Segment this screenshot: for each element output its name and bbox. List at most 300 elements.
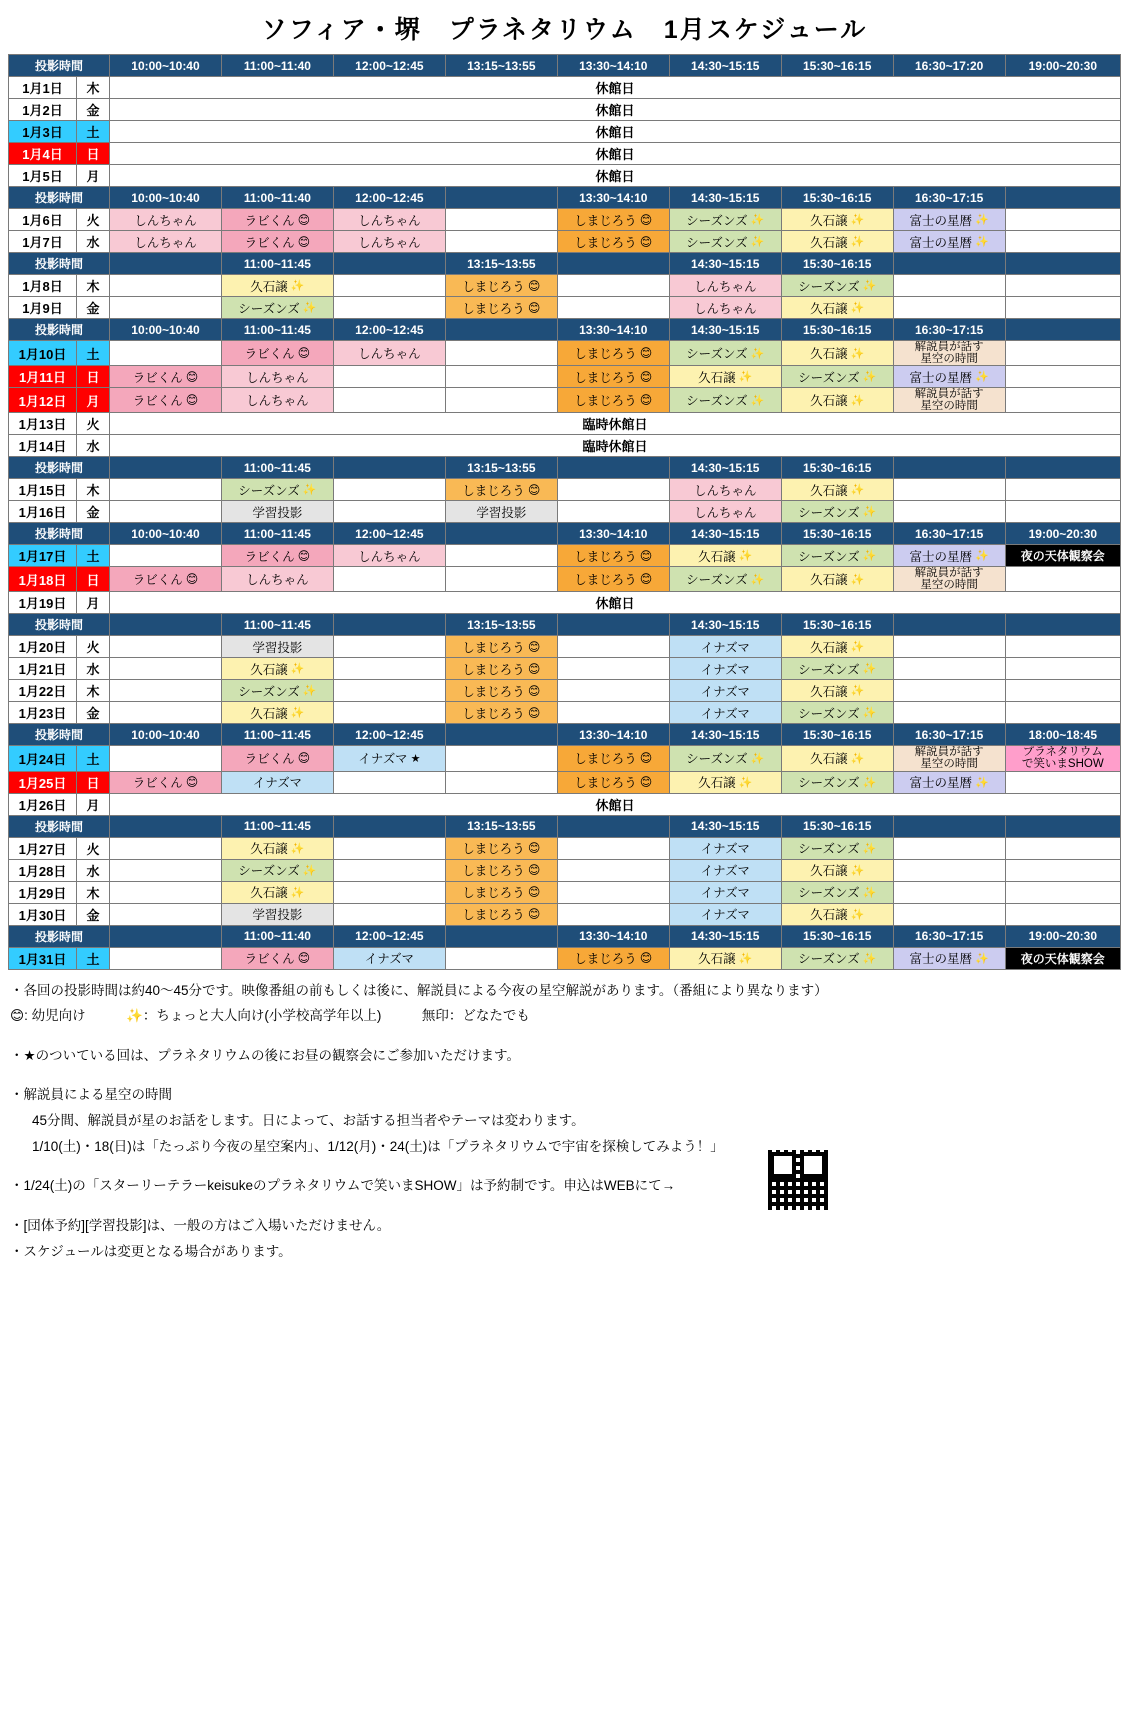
time-header-label: 投影時間	[9, 523, 110, 545]
program-label: しんちゃん	[246, 394, 309, 409]
program-cell[interactable]	[221, 275, 333, 297]
empty-cell	[1005, 903, 1120, 925]
program-cell[interactable]	[445, 859, 557, 881]
sparkle-icon: ✨	[850, 484, 865, 497]
program-cell[interactable]	[669, 341, 781, 366]
kids-icon: 😊	[297, 234, 311, 249]
program-cell[interactable]	[221, 903, 333, 925]
weekday-cell: 日	[77, 771, 110, 793]
weekday-cell: 月	[77, 165, 110, 187]
program-cell[interactable]	[221, 636, 333, 658]
program-cell[interactable]	[445, 479, 557, 501]
program-cell[interactable]	[221, 341, 333, 366]
time-header-row	[9, 614, 1121, 636]
program-cell[interactable]	[221, 771, 333, 793]
program-cell[interactable]	[221, 366, 333, 388]
date-cell: 1月28日	[9, 859, 77, 881]
program-cell[interactable]	[221, 837, 333, 859]
kids-icon: 😊	[639, 572, 653, 587]
program-cell[interactable]	[333, 341, 445, 366]
program-cell[interactable]	[333, 545, 445, 567]
schedule-row	[9, 388, 1121, 413]
empty-cell	[893, 702, 1005, 724]
program-label: イナズマ	[700, 864, 750, 878]
empty-cell	[557, 501, 669, 523]
program-cell[interactable]	[669, 479, 781, 501]
weekday-cell: 水	[77, 859, 110, 881]
program-label: しまじろう	[462, 886, 525, 900]
time-slot-header: 11:00~11:40	[221, 187, 333, 209]
time-slot-header: 15:30~16:15	[781, 614, 893, 636]
notes-section	[8, 978, 1121, 1265]
program-cell[interactable]	[221, 658, 333, 680]
program-cell[interactable]	[781, 658, 893, 680]
empty-cell	[1005, 231, 1120, 253]
date-cell: 1月8日	[9, 275, 77, 297]
date-cell: 1月21日	[9, 658, 77, 680]
program-label: ラビくん	[244, 952, 295, 966]
sparkle-icon: ✨	[862, 707, 877, 720]
program-label: しまじろう	[462, 908, 525, 922]
program-cell[interactable]	[781, 903, 893, 925]
program-cell[interactable]	[893, 209, 1005, 231]
time-slot-blank	[109, 925, 221, 947]
program-cell[interactable]	[557, 947, 669, 969]
empty-cell	[557, 479, 669, 501]
program-cell[interactable]	[557, 231, 669, 253]
program-cell[interactable]	[669, 297, 781, 319]
empty-cell	[1005, 837, 1120, 859]
program-cell[interactable]	[781, 881, 893, 903]
weekday-cell: 火	[77, 837, 110, 859]
kids-icon: 😊	[297, 951, 311, 965]
program-label: しんちゃん	[246, 573, 309, 588]
program-cell[interactable]	[781, 209, 893, 231]
program-cell[interactable]	[557, 771, 669, 793]
empty-cell	[109, 341, 221, 366]
program-cell[interactable]	[781, 341, 893, 366]
program-label: しんちゃん	[693, 301, 757, 316]
program-cell[interactable]	[557, 388, 669, 413]
program-label: しんちゃん	[246, 370, 309, 385]
program-label: 久石譲	[810, 235, 848, 250]
program-label: シーズンズ	[238, 301, 300, 316]
empty-cell	[333, 366, 445, 388]
program-cell[interactable]	[221, 567, 333, 592]
empty-cell	[1005, 479, 1120, 501]
program-label: 夜の天体観察会	[1020, 951, 1105, 966]
program-label: イナズマ	[364, 952, 414, 966]
date-cell: 1月12日	[9, 388, 77, 413]
empty-cell	[1005, 567, 1120, 592]
sparkle-icon: ✨	[850, 641, 865, 654]
time-header-row	[9, 523, 1121, 545]
program-label: 久石譲	[250, 662, 288, 677]
time-slot-header: 14:30~15:15	[669, 55, 781, 77]
kids-icon: 😊	[527, 705, 541, 720]
sparkle-icon: ✨	[290, 707, 305, 720]
program-cell[interactable]	[557, 567, 669, 592]
closed-notice: 臨時休館日	[109, 435, 1120, 457]
program-cell[interactable]	[669, 746, 781, 771]
program-cell[interactable]	[893, 366, 1005, 388]
program-cell[interactable]	[781, 388, 893, 413]
date-cell: 1月9日	[9, 297, 77, 319]
program-cell[interactable]	[221, 881, 333, 903]
time-slot-blank	[445, 925, 557, 947]
kids-icon: 😊	[639, 548, 653, 563]
program-cell[interactable]	[445, 275, 557, 297]
sparkle-icon: ✨	[738, 550, 753, 563]
program-cell[interactable]	[221, 479, 333, 501]
time-slot-header: 13:15~13:55	[445, 55, 557, 77]
program-cell[interactable]	[669, 903, 781, 925]
program-cell[interactable]	[669, 501, 781, 523]
program-cell[interactable]	[781, 702, 893, 724]
program-cell[interactable]	[781, 366, 893, 388]
kids-icon: 😊	[185, 369, 199, 384]
program-cell[interactable]	[669, 837, 781, 859]
time-slot-blank	[333, 457, 445, 479]
program-cell[interactable]	[781, 837, 893, 859]
empty-cell	[557, 636, 669, 658]
program-label: 久石譲	[810, 640, 848, 655]
empty-cell	[109, 859, 221, 881]
program-cell[interactable]	[669, 636, 781, 658]
schedule-row	[9, 99, 1121, 121]
time-slot-blank	[445, 523, 557, 545]
program-cell[interactable]	[781, 636, 893, 658]
sparkle-icon: ✨	[302, 864, 317, 877]
note-spacer-4	[10, 1199, 1121, 1213]
kids-icon: 😊	[639, 212, 653, 227]
program-label: シーズンズ	[798, 952, 860, 966]
time-slot-header: 11:00~11:45	[221, 815, 333, 837]
kids-icon: 😊	[527, 482, 541, 497]
weekday-cell: 水	[77, 435, 110, 457]
kids-icon: 😊	[297, 751, 311, 766]
program-cell[interactable]	[221, 702, 333, 724]
date-cell: 1月1日	[9, 77, 77, 99]
program-cell[interactable]	[781, 947, 893, 969]
program-cell[interactable]	[669, 545, 781, 567]
schedule-row	[9, 366, 1121, 388]
program-cell[interactable]	[893, 771, 1005, 793]
program-label: しんちゃん	[693, 279, 757, 294]
program-label: 久石譲	[810, 394, 848, 409]
sparkle-icon: ✨	[862, 842, 877, 855]
program-cell[interactable]	[557, 209, 669, 231]
program-cell[interactable]	[221, 501, 333, 523]
program-cell[interactable]	[557, 341, 669, 366]
empty-cell	[1005, 366, 1120, 388]
sparkle-icon: ✨	[850, 214, 865, 226]
kids-icon: 😊	[527, 683, 541, 698]
time-slot-blank	[109, 457, 221, 479]
time-slot-header: 15:30~16:15	[781, 724, 893, 746]
qr-code-icon[interactable]	[765, 1147, 831, 1213]
kids-icon: 😊	[527, 639, 541, 654]
program-cell[interactable]	[221, 947, 333, 969]
program-label: シーズンズ	[686, 573, 748, 588]
empty-cell	[1005, 771, 1120, 793]
program-cell[interactable]	[221, 680, 333, 702]
note-starrytime-dates: 1/10(土)・18(日)は「たっぷり今夜の星空案内」、1/12(月)・24(土)は「プラネタリウムで宇宙を探検してみよう！」	[32, 1138, 724, 1154]
program-cell[interactable]	[221, 209, 333, 231]
sparkle-icon: ✨	[850, 685, 865, 698]
note-spacer-1	[10, 1029, 1121, 1043]
time-header-row	[9, 187, 1121, 209]
program-cell[interactable]	[445, 658, 557, 680]
time-header-label: 投影時間	[9, 457, 110, 479]
weekday-cell: 火	[77, 209, 110, 231]
time-header-row	[9, 319, 1121, 341]
date-cell: 1月22日	[9, 680, 77, 702]
schedule-row	[9, 413, 1121, 435]
program-label: シーズンズ	[686, 213, 748, 228]
program-cell[interactable]	[669, 947, 781, 969]
program-label: ラビくん	[244, 752, 295, 767]
date-cell: 1月23日	[9, 702, 77, 724]
program-label: しんちゃん	[134, 235, 197, 250]
program-cell[interactable]	[333, 947, 445, 969]
program-label: ラビくん	[132, 394, 183, 409]
weekday-cell: 土	[77, 545, 110, 567]
program-cell[interactable]	[669, 859, 781, 881]
program-cell[interactable]	[669, 702, 781, 724]
program-cell[interactable]	[781, 275, 893, 297]
weekday-cell: 木	[77, 275, 110, 297]
program-cell[interactable]	[893, 567, 1005, 592]
program-cell[interactable]	[669, 771, 781, 793]
program-cell[interactable]	[669, 658, 781, 680]
program-cell[interactable]	[669, 680, 781, 702]
program-cell[interactable]	[557, 746, 669, 771]
empty-cell	[1005, 388, 1120, 413]
sparkle-icon: ✨	[850, 302, 865, 314]
empty-cell	[1005, 658, 1120, 680]
program-cell[interactable]	[445, 297, 557, 319]
program-label: 久石譲	[250, 842, 288, 856]
time-slot-blank	[893, 253, 1005, 275]
time-header-row	[9, 457, 1121, 479]
program-label: 久石譲	[810, 483, 848, 498]
kids-icon: 😊	[185, 572, 199, 587]
program-cell[interactable]	[1005, 545, 1120, 567]
note-reservation-row	[10, 1173, 1121, 1199]
empty-cell	[557, 680, 669, 702]
weekday-cell: 木	[77, 881, 110, 903]
program-cell[interactable]	[221, 231, 333, 253]
empty-cell	[333, 636, 445, 658]
empty-cell	[557, 658, 669, 680]
program-cell[interactable]	[333, 746, 445, 771]
date-cell: 1月25日	[9, 771, 77, 793]
date-cell: 1月5日	[9, 165, 77, 187]
time-slot-blank	[1005, 253, 1120, 275]
program-cell[interactable]	[445, 680, 557, 702]
program-cell[interactable]	[109, 388, 221, 413]
kids-icon: 😊	[639, 234, 653, 249]
time-slot-header: 16:30~17:15	[893, 724, 1005, 746]
time-slot-blank	[445, 319, 557, 341]
time-slot-header: 16:30~17:15	[893, 187, 1005, 209]
program-cell[interactable]	[109, 231, 221, 253]
program-cell[interactable]	[557, 545, 669, 567]
program-label: しまじろう	[574, 952, 637, 966]
empty-cell	[1005, 702, 1120, 724]
program-cell[interactable]	[221, 859, 333, 881]
program-cell[interactable]	[445, 501, 557, 523]
program-label: しまじろう	[462, 864, 525, 878]
weekday-cell: 火	[77, 413, 110, 435]
time-slot-header: 12:00~12:45	[333, 55, 445, 77]
program-cell[interactable]	[781, 297, 893, 319]
weekday-cell: 木	[77, 479, 110, 501]
kids-icon: 😊	[527, 885, 541, 899]
time-slot-header: 13:15~13:55	[445, 815, 557, 837]
time-slot-header: 10:00~10:40	[109, 523, 221, 545]
time-slot-blank	[1005, 457, 1120, 479]
kids-icon: 😊	[639, 751, 653, 766]
program-cell[interactable]	[109, 209, 221, 231]
program-label: 富士の星暦	[909, 370, 973, 385]
closed-notice: 休館日	[109, 592, 1120, 614]
empty-cell	[1005, 859, 1120, 881]
program-cell[interactable]	[781, 501, 893, 523]
time-slot-blank	[1005, 815, 1120, 837]
program-label: しまじろう	[462, 279, 525, 294]
program-cell[interactable]	[109, 366, 221, 388]
time-slot-blank	[1005, 187, 1120, 209]
empty-cell	[445, 567, 557, 592]
empty-cell	[333, 837, 445, 859]
program-cell[interactable]	[781, 771, 893, 793]
schedule-row	[9, 859, 1121, 881]
program-cell[interactable]	[445, 881, 557, 903]
program-cell[interactable]	[781, 479, 893, 501]
empty-cell	[109, 501, 221, 523]
program-cell[interactable]	[1005, 746, 1120, 771]
schedule-row	[9, 435, 1121, 457]
weekday-cell: 金	[77, 297, 110, 319]
program-cell[interactable]	[669, 231, 781, 253]
empty-cell	[109, 837, 221, 859]
program-cell[interactable]	[781, 859, 893, 881]
time-slot-header: 11:00~11:40	[221, 925, 333, 947]
kids-icon: 😊	[639, 369, 653, 384]
sparkle-icon: ✨	[862, 663, 877, 676]
empty-cell	[333, 501, 445, 523]
program-label: しまじろう	[462, 706, 525, 721]
program-label: シーズンズ	[798, 370, 860, 385]
time-slot-header: 13:15~13:55	[445, 253, 557, 275]
program-cell[interactable]	[893, 388, 1005, 413]
program-cell[interactable]	[557, 366, 669, 388]
empty-cell	[445, 209, 557, 231]
program-cell[interactable]	[781, 680, 893, 702]
time-slot-header: 14:30~15:15	[669, 815, 781, 837]
empty-cell	[1005, 209, 1120, 231]
date-cell: 1月18日	[9, 567, 77, 592]
time-slot-header: 14:30~15:15	[669, 614, 781, 636]
program-cell[interactable]	[893, 545, 1005, 567]
program-cell[interactable]	[109, 567, 221, 592]
time-header-row	[9, 55, 1121, 77]
date-cell: 1月14日	[9, 435, 77, 457]
time-slot-header: 11:00~11:45	[221, 457, 333, 479]
time-slot-header: 16:30~17:15	[893, 319, 1005, 341]
program-cell[interactable]	[445, 636, 557, 658]
program-cell[interactable]	[893, 341, 1005, 366]
note-starrytime-title: ・解説員による星空の時間	[10, 1087, 172, 1103]
program-cell[interactable]	[1005, 947, 1120, 969]
program-cell[interactable]	[893, 231, 1005, 253]
program-cell[interactable]	[669, 567, 781, 592]
empty-cell	[893, 479, 1005, 501]
program-cell[interactable]	[221, 297, 333, 319]
program-cell[interactable]	[221, 388, 333, 413]
sparkle-icon: ✨	[290, 842, 305, 855]
empty-cell	[109, 479, 221, 501]
program-cell[interactable]	[669, 388, 781, 413]
time-slot-header: 11:00~11:45	[221, 523, 333, 545]
time-slot-header: 13:30~14:10	[557, 523, 669, 545]
program-cell[interactable]	[445, 903, 557, 925]
program-label: 久石譲	[698, 370, 736, 385]
program-cell[interactable]	[781, 231, 893, 253]
program-cell[interactable]	[669, 275, 781, 297]
program-cell[interactable]	[781, 545, 893, 567]
date-cell: 1月2日	[9, 99, 77, 121]
program-label: シーズンズ	[686, 394, 748, 409]
date-cell: 1月16日	[9, 501, 77, 523]
program-cell[interactable]	[221, 746, 333, 771]
program-cell[interactable]	[445, 702, 557, 724]
date-cell: 1月19日	[9, 592, 77, 614]
program-cell[interactable]	[333, 209, 445, 231]
program-cell[interactable]	[893, 746, 1005, 771]
program-cell[interactable]	[109, 771, 221, 793]
date-cell: 1月10日	[9, 341, 77, 366]
sparkle-icon: ✨	[862, 776, 877, 789]
time-slot-header: 15:30~16:15	[781, 523, 893, 545]
program-cell[interactable]	[669, 366, 781, 388]
program-cell[interactable]	[669, 209, 781, 231]
program-cell[interactable]	[781, 567, 893, 592]
program-label: ラビくん	[132, 370, 183, 385]
program-cell[interactable]	[333, 231, 445, 253]
program-cell[interactable]	[893, 947, 1005, 969]
empty-cell	[557, 903, 669, 925]
note-group: ・[団体予約][学習投影]は、一般の方はご入場いただけません。	[10, 1217, 391, 1233]
program-label: しまじろう	[462, 483, 525, 498]
program-cell[interactable]	[781, 746, 893, 771]
program-label: シーズンズ	[798, 886, 860, 900]
sparkle-icon: ✨	[975, 550, 989, 563]
time-header-label: 投影時間	[9, 253, 110, 275]
time-header-label: 投影時間	[9, 815, 110, 837]
program-cell[interactable]	[221, 545, 333, 567]
empty-cell	[445, 771, 557, 793]
weekday-cell: 土	[77, 121, 110, 143]
weekday-cell: 日	[77, 366, 110, 388]
time-slot-header: 11:00~11:45	[221, 253, 333, 275]
program-cell[interactable]	[669, 881, 781, 903]
program-cell[interactable]	[445, 837, 557, 859]
time-slot-header: 11:00~11:45	[221, 724, 333, 746]
schedule-row	[9, 592, 1121, 614]
